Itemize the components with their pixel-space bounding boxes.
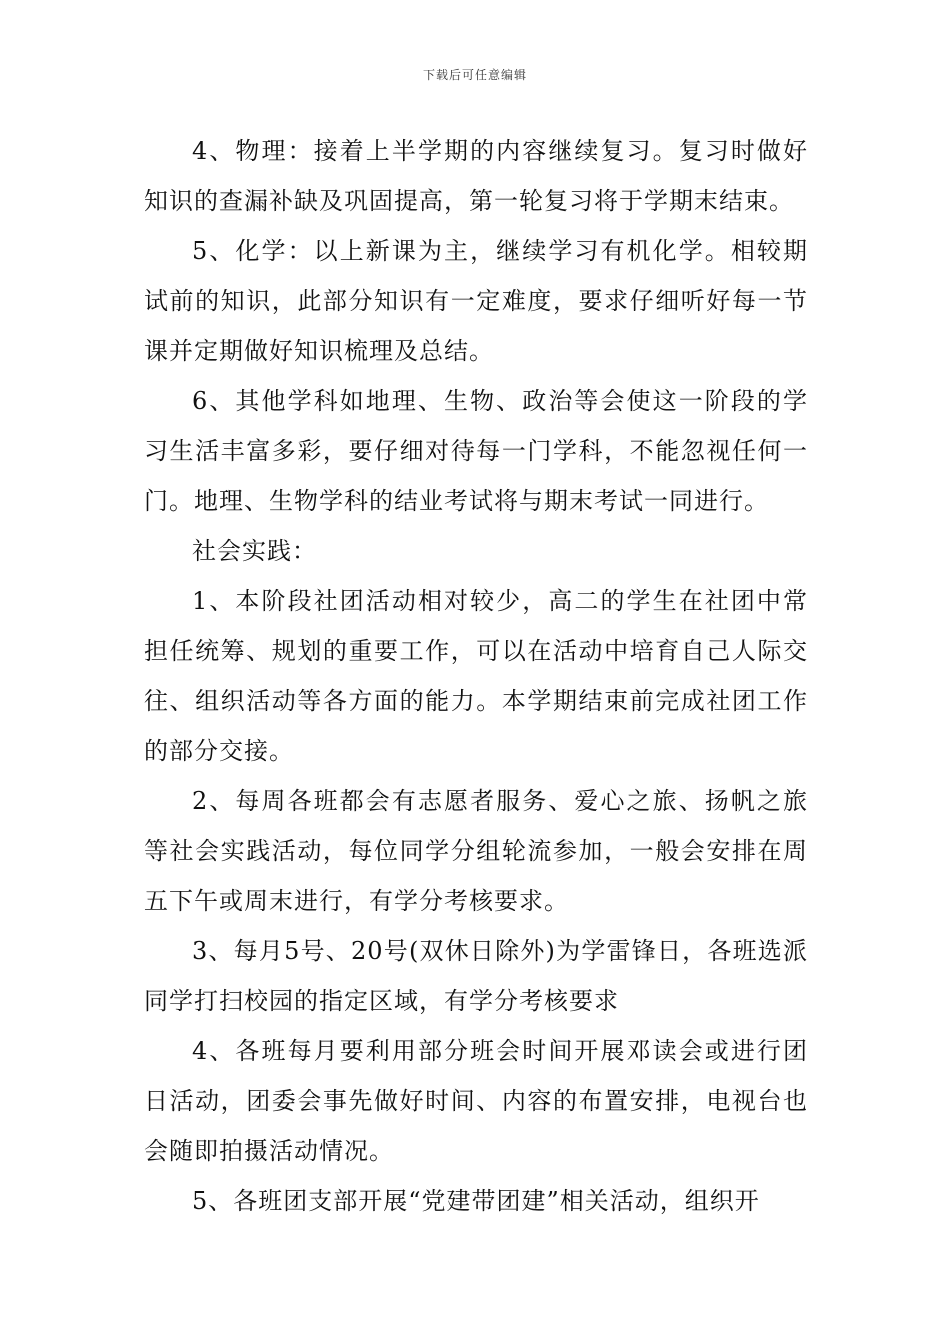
paragraph-chemistry: 5、化学：以上新课为主，继续学习有机化学。相较期试前的知识，此部分知识有一定难度，要求仔细听好每一节课并定期做好知识梳理及总结。 [144, 237, 808, 365]
paragraph-class-meetings: 4、各班每月要利用部分班会时间开展邓读会或进行团日活动，团委会事先做好时间、内容的布置安排，电视台也会随即拍摄活动情况。 [144, 1037, 808, 1165]
paragraph-volunteer-service: 2、每周各班都会有志愿者服务、爱心之旅、扬帆之旅等社会实践活动，每位同学分组轮流参加，一般会安排在周五下午或周末进行，有学分考核要求。 [144, 787, 808, 915]
header-note: 下载后可任意编辑 [422, 68, 527, 82]
section-heading-social-practice: 社会实践： [192, 537, 317, 565]
paragraph-club-activities: 1、本阶段社团活动相对较少，高二的学生在社团中常担任统筹、规划的重要工作，可以在活动中培育自己人际交往、组织活动等各方面的能力。本学期结束前完成社团工作的部分交接。 [144, 587, 808, 765]
paragraph-lei-feng-day: 3、每月5号、20号(双休日除外)为学雷锋日，各班选派同学打扫校园的指定区域，有学分考核要求 [144, 937, 808, 1015]
paragraph-other-subjects: 6、其他学科如地理、生物、政治等会使这一阶段的学习生活丰富多彩，要仔细对待每一门学科，不能忽视任何一门。地理、生物学科的结业考试将与期末考试一同进行。 [144, 387, 808, 515]
document-body [144, 126, 808, 1226]
paragraph-party-building: 5、各班团支部开展“党建带团建”相关活动，组织开 [192, 1187, 760, 1215]
paragraph-physics: 4、物理：接着上半学期的内容继续复习。复习时做好知识的查漏补缺及巩固提高，第一轮复习将于学期末结束。 [144, 137, 808, 215]
